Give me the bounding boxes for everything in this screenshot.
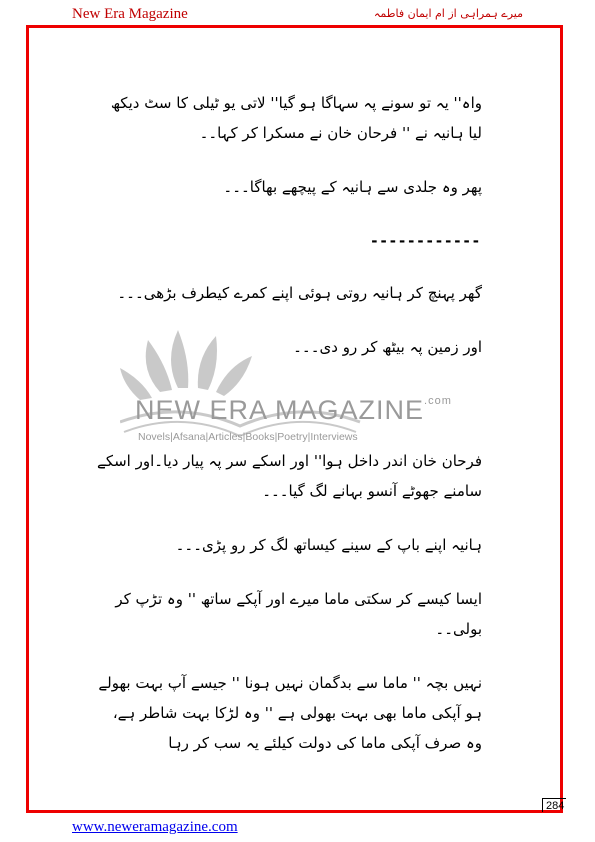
page-number: 284 — [542, 798, 566, 812]
paragraph: اور زمین پہ بیٹھ کر رو دی۔۔۔ — [293, 338, 482, 356]
paragraph: واہ'' یہ تو سونے پہ سہاگا ہو گیا'' لاتی یو ٹیلی کا سٹ دیکھ لیا ہانیہ نے '' فرحان خان نے مسکرا کر کہا۔۔ — [110, 94, 482, 142]
section-divider: ------------ — [371, 232, 482, 250]
watermark-subtitle: Novels|Afsana|Articles|Books|Poetry|Interviews — [138, 431, 358, 443]
paragraph: گھر پہنچ کر ہانیہ روتی ہوئی اپنے کمرے کیطرف بڑھی۔۔۔ — [117, 284, 482, 302]
magazine-name: New Era Magazine — [72, 6, 188, 22]
watermark-title: NEW ERA $MAGAZINE^{.com}$ — [135, 395, 452, 425]
website-link[interactable]: www.neweramagazine.com — [72, 819, 238, 835]
article-body — [96, 88, 482, 782]
paragraph: ہانیہ اپنے باپ کے سینے کیساتھ لگ کر رو پڑی۔۔۔ — [175, 536, 482, 554]
novel-title: میرے ہمراہی از ام ایمان فاطمہ — [373, 7, 523, 20]
paragraph: نہیں بچہ '' ماما سے بدگمان نہیں ہونا '' جیسے آپ بہت بھولے ہو آپکی ماما بھی بہت بھولی ہے '' وہ لڑکا بہت شاطر ہے، وہ صرف آپکی ماما کی دولت کیلئے یہ سب کر رہا — [98, 674, 482, 752]
paragraph: ایسا کیسے کر سکتی ماما میرے اور آپکے ساتھ '' وہ تڑپ کر بولی۔۔ — [115, 590, 482, 638]
paragraph: پھر وہ جلدی سے ہانیہ کے پیچھے بھاگا۔۔۔ — [223, 178, 482, 196]
paragraph: فرحان خان اندر داخل ہوا'' اور اسکے سر پہ پیار دیا۔اور اسکے سامنے جھوٹے آنسو بہانے لگ گیا۔۔۔ — [97, 452, 482, 500]
